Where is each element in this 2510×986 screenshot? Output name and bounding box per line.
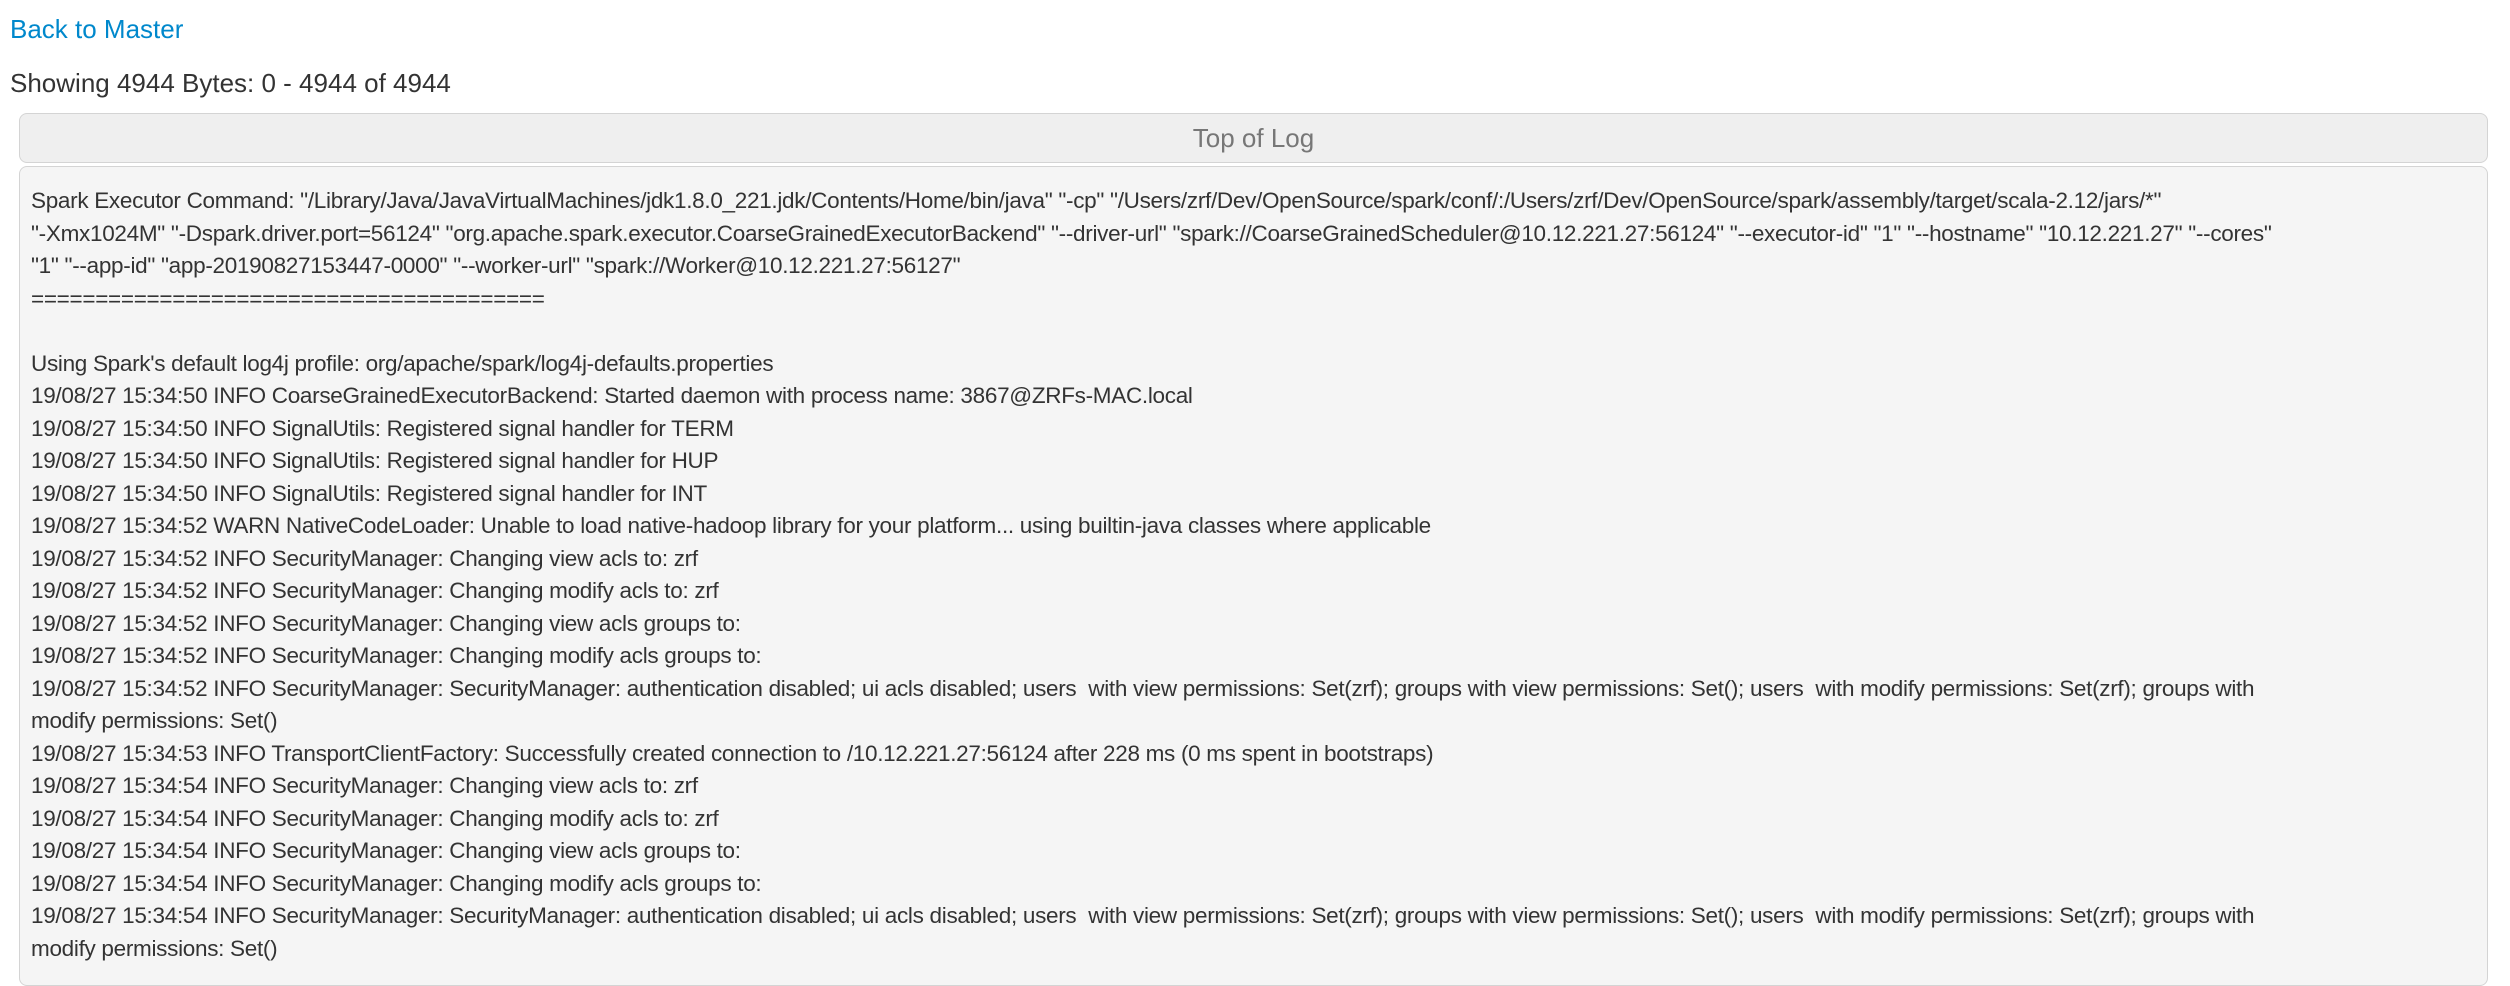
log-line: 19/08/27 15:34:52 INFO SecurityManager: Changing view acls to: zrf (31, 545, 698, 571)
log-line: Spark Executor Command: "/Library/Java/JavaVirtualMachines/jdk1.8.0_221.jdk/Contents/Home/bin/java" "-cp" "/Users/zrf/Dev/OpenSource/spark/conf/:/Users/zrf/Dev/OpenSource/spark/assembly/target/scala-2.12/jars/*" (31, 188, 2162, 213)
log-line: 19/08/27 15:34:50 INFO SignalUtils: Registered signal handler for HUP (31, 448, 719, 473)
log-line: 19/08/27 15:34:54 INFO SecurityManager: Changing modify acls to: zrf (31, 805, 719, 831)
log-line: Using Spark's default log4j profile: org/apache/spark/log4j-defaults.properties (31, 350, 774, 376)
log-line: 19/08/27 15:34:50 INFO SignalUtils: Registered signal handler for INT (31, 480, 707, 506)
log-line: 19/08/27 15:34:52 INFO SecurityManager: Changing modify acls groups to: (31, 643, 768, 668)
log-line: 19/08/27 15:34:50 INFO CoarseGrainedExecutorBackend: Started daemon with process name: 3867@ZRFs-MAC.local (31, 383, 1193, 408)
top-of-log-button[interactable]: Top of Log (19, 113, 2488, 163)
log-line: 19/08/27 15:34:52 INFO SecurityManager: Changing view acls groups to: (31, 610, 747, 636)
log-line: 19/08/27 15:34:50 INFO SignalUtils: Registered signal handler for TERM (31, 415, 734, 441)
log-line: 19/08/27 15:34:54 INFO SecurityManager: SecurityManager: authentication disabled; ui acls disabled; users with view permissions: Set(zrf); groups with view permissions: Set(); users with modify permissions: Set(zrf); groups with (31, 903, 2255, 928)
log-line: modify permissions: Set() (31, 708, 278, 733)
log-line: 19/08/27 15:34:54 INFO SecurityManager: Changing view acls to: zrf (31, 773, 698, 798)
byte-range-status: Showing 4944 Bytes: 0 - 4944 of 4944 (10, 68, 451, 98)
log-line: modify permissions: Set() (31, 935, 278, 961)
log-line (31, 315, 2487, 348)
log-content (19, 166, 2488, 986)
log-line: "1" "--app-id" "app-20190827153447-0000" "--worker-url" "spark://Worker@10.12.221.27:56127" (31, 253, 961, 278)
log-line: ======================================== (31, 285, 545, 311)
log-line: 19/08/27 15:34:53 INFO TransportClientFactory: Successfully created connection to /10.12.221.27:56124 after 228 ms (0 ms spent in bootstraps) (31, 740, 1434, 766)
log-line: 19/08/27 15:34:54 INFO SecurityManager: Changing view acls groups to: (31, 838, 747, 863)
log-line: 19/08/27 15:34:52 INFO SecurityManager: Changing modify acls to: zrf (31, 578, 719, 603)
log-line: 19/08/27 15:34:52 INFO SecurityManager: SecurityManager: authentication disabled; ui acls disabled; users with view permissions: Set(zrf); groups with view permissions: Set(); users with modify permissions: Set(zrf); groups with (31, 675, 2255, 701)
log-line: 19/08/27 15:34:52 WARN NativeCodeLoader: Unable to load native-hadoop library for your platform... using builtin-java classes where applicable (31, 513, 1431, 538)
log-line: 19/08/27 15:34:54 INFO SecurityManager: Changing modify acls groups to: (31, 870, 768, 896)
back-to-master-link[interactable]: Back to Master (10, 14, 184, 44)
log-line: "-Xmx1024M" "-Dspark.driver.port=56124" "org.apache.spark.executor.CoarseGrainedExecutorBackend" "--driver-url" "spark://CoarseGrainedScheduler@10.12.221.27:56124" "--executor-id" "1" "--hostname" "10.12.221.27" "--cores" (31, 220, 2272, 246)
